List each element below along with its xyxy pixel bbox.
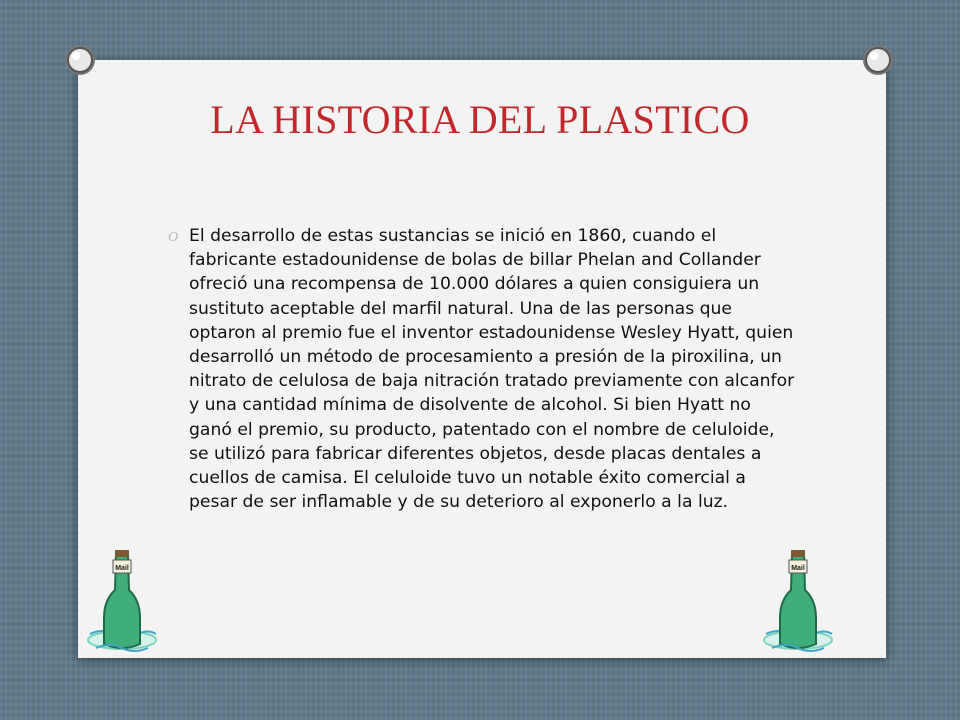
- pushpin-icon: [58, 38, 102, 82]
- bullet-marker: O: [168, 230, 179, 245]
- message-in-a-bottle-icon: [758, 548, 838, 660]
- svg-text:Mail: Mail: [791, 565, 805, 572]
- pushpin-icon: [856, 38, 900, 82]
- svg-text:Mail: Mail: [115, 565, 129, 572]
- bullet-paragraph: El desarrollo de estas sustancias se inició en 1860, cuando el fabricante estadounidense de bolas de billar Phelan and Collander ofreció una recompensa de 10.000 dólares a quien consiguiera un sustituto aceptable del marfil natural. Una de las personas que optaron al premio fue el inventor estadounidense Wesley Hyatt, quien desarrolló un método de procesamiento a presión de la piroxilina, un nitrato de celulosa de baja nitración tratado previamente con alcanfor y una cantidad mínima de disolvente de alcohol. Si bien Hyatt no ganó el premio, su producto, patentado con el nombre de celuloide, se utilizó para fabricar diferentes objetos, desde placas dentales a cuellos de camisa. El celuloide tuvo un notable éxito comercial a pesar de ser inflamable y de su deterioro al exponerlo a la luz.: [189, 226, 795, 513]
- slide-title: LA HISTORIA DEL PLASTICO: [210, 97, 750, 142]
- message-in-a-bottle-icon: [82, 548, 162, 660]
